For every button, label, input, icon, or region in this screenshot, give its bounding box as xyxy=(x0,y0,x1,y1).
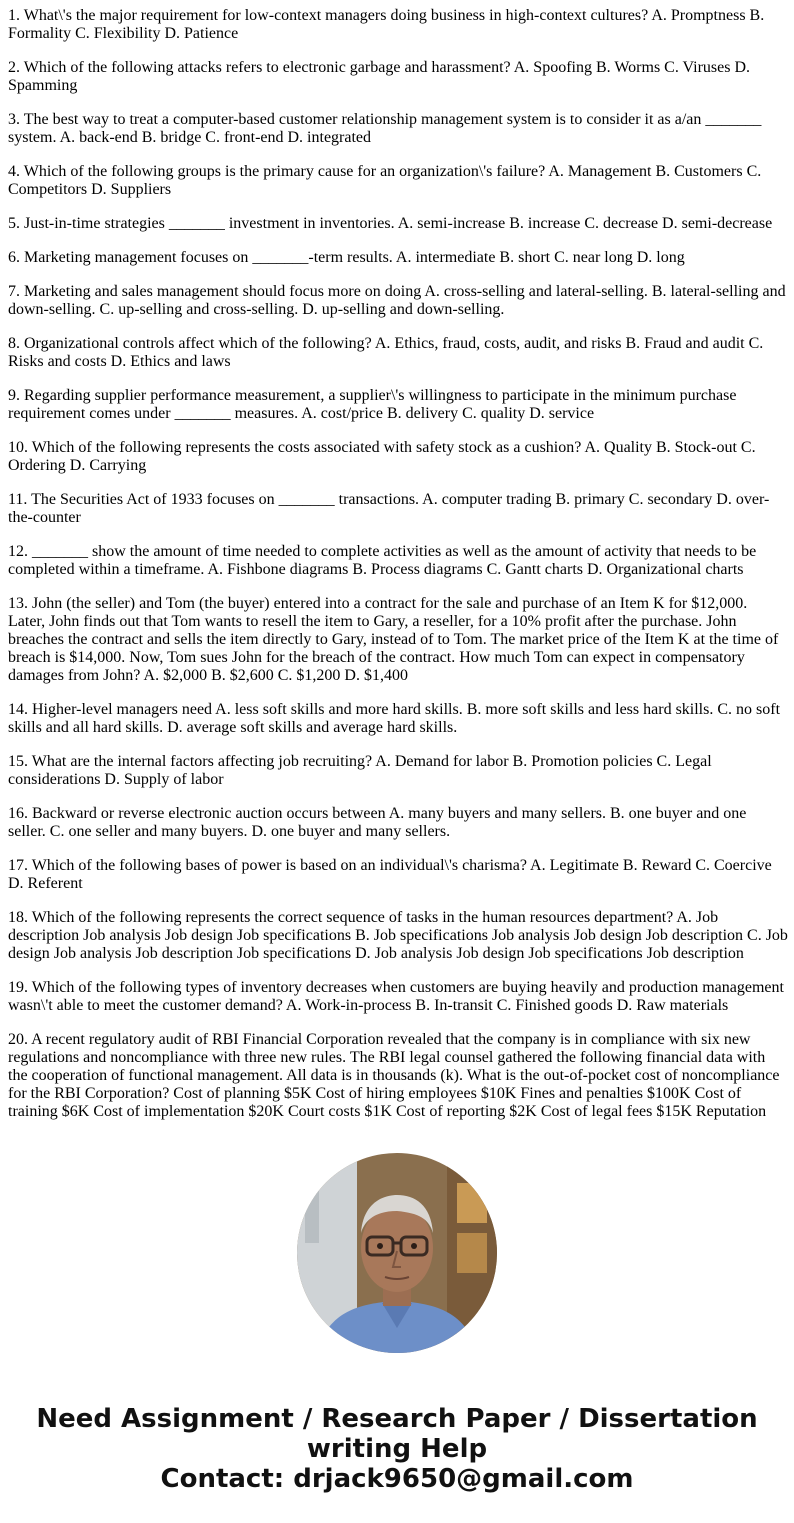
question-list xyxy=(8,7,788,1137)
question-6: 6. Marketing management focuses on _______-term results. A. intermediate B. short C. near long D. long xyxy=(8,249,685,266)
question-2: 2. Which of the following attacks refers to electronic garbage and harassment? A. Spoofing B. Worms C. Viruses D. Spamming xyxy=(8,59,751,94)
question-12: 12. _______ show the amount of time needed to complete activities as well as the amount of activity that needs to be completed within a timeframe. A. Fishbone diagrams B. Process diagrams C. Gantt charts D. Organizational charts xyxy=(8,543,757,578)
question-9: 9. Regarding supplier performance measurement, a supplier\'s willingness to participate in the minimum purchase requirement comes under _______ measures. A. cost/price B. delivery C. quality D. service xyxy=(8,387,737,422)
question-19: 19. Which of the following types of inventory decreases when customers are buying heavily and production management wasn\'t able to meet the customer demand? A. Work-in-process B. In-transit C. Finished goods D. Raw materials xyxy=(8,979,784,1014)
question-11: 11. The Securities Act of 1933 focuses on _______ transactions. A. computer trading B. primary C. secondary D. over-the-counter xyxy=(8,491,770,526)
promo-contact: Contact: drjack9650@gmail.com xyxy=(160,1464,634,1494)
question-8: 8. Organizational controls affect which of the following? A. Ethics, fraud, costs, audit, and risks B. Fraud and audit C. Risks and costs D. Ethics and laws xyxy=(8,335,764,370)
question-18: 18. Which of the following represents the correct sequence of tasks in the human resources department? A. Job description Job analysis Job design Job specifications B. Job specifications Job analysis Job design Job description C. Job design Job analysis Job description Job specifications D. Job analysis Job design Job specifications Job description xyxy=(8,909,788,962)
author-photo xyxy=(297,1153,497,1353)
question-5: 5. Just-in-time strategies _______ investment in inventories. A. semi-increase B. increase C. decrease D. semi-decrease xyxy=(8,215,773,232)
question-7: 7. Marketing and sales management should focus more on doing A. cross-selling and lateral-selling. B. lateral-selling and down-selling. C. up-selling and cross-selling. D. up-selling and down-selling. xyxy=(8,283,786,318)
promo-banner xyxy=(0,1404,794,1494)
question-3: 3. The best way to treat a computer-based customer relationship management system is to consider it as a/an _______ system. A. back-end B. bridge C. front-end D. integrated xyxy=(8,111,762,146)
promo-line-2: writing Help xyxy=(306,1434,488,1464)
question-4: 4. Which of the following groups is the primary cause for an organization\'s failure? A. Management B. Customers C. Competitors D. Suppliers xyxy=(8,163,762,198)
question-14: 14. Higher-level managers need A. less soft skills and more hard skills. B. more soft skills and less hard skills. C. no soft skills and all hard skills. D. average soft skills and average hard skills. xyxy=(8,701,781,736)
question-10: 10. Which of the following represents the costs associated with safety stock as a cushion? A. Quality B. Stock-out C. Ordering D. Carrying xyxy=(8,439,756,474)
question-17: 17. Which of the following bases of power is based on an individual\'s charisma? A. Legitimate B. Reward C. Coercive D. Referent xyxy=(8,857,772,892)
question-13: 13. John (the seller) and Tom (the buyer) entered into a contract for the sale and purchase of an Item K for $12,000. Later, John finds out that Tom wants to resell the item to Gary, a reseller, for a 10% profit after the purchase. John breaches the contract and sells the item directly to Gary, instead of to Tom. The market price of the Item K at the time of breach is $14,000. Now, Tom sues John for the breach of the contract. How much Tom can expect in compensatory damages from John? A. $2,000 B. $2,600 C. $1,200 D. $1,400 xyxy=(8,595,779,684)
question-15: 15. What are the internal factors affecting job recruiting? A. Demand for labor B. Promotion policies C. Legal considerations D. Supply of labor xyxy=(8,753,712,788)
question-16: 16. Backward or reverse electronic auction occurs between A. many buyers and many sellers. B. one buyer and one seller. C. one seller and many buyers. D. one buyer and many sellers. xyxy=(8,805,747,840)
promo-line-1: Need Assignment / Research Paper / Dissertation xyxy=(36,1404,758,1434)
question-20: 20. A recent regulatory audit of RBI Financial Corporation revealed that the company is in compliance with six new regulations and noncompliance with three new rules. The RBI legal counsel gathered the following financial data with the cooperation of functional management. All data is in thousands (k). What is the out-of-pocket cost of noncompliance for the RBI Corporation? Cost of planning $5K Cost of hiring employees $10K Fines and penalties $100K Cost of training $6K Cost of implementation $20K Court costs $1K Cost of reporting $2K Cost of legal fees $15K Reputation xyxy=(8,1031,780,1120)
question-1: 1. What\'s the major requirement for low-context managers doing business in high-context cultures? A. Promptness B. Formality C. Flexibility D. Patience xyxy=(8,7,765,42)
